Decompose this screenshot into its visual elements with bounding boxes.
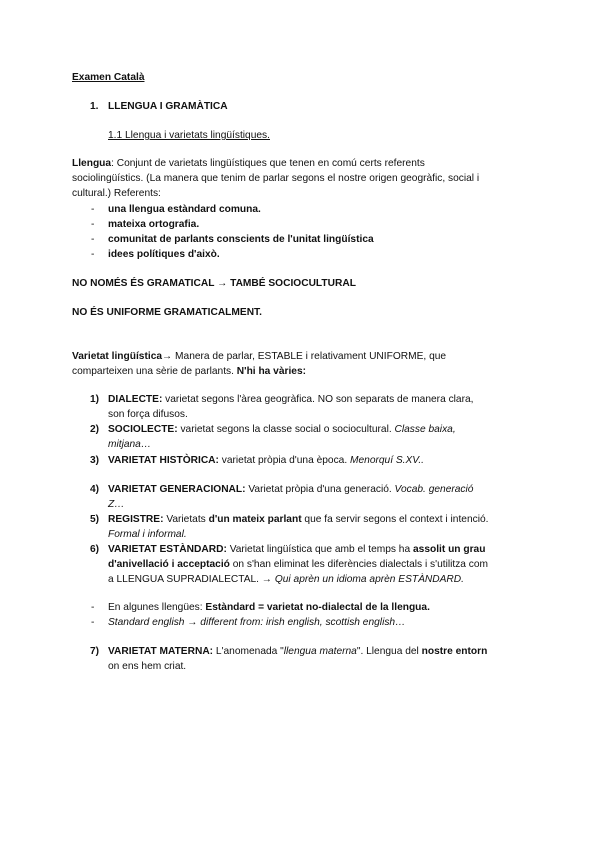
list-item-text: Varietat pròpia d'una generació.	[245, 484, 395, 495]
bullet-dash: -	[91, 249, 95, 260]
list-item-number: 7)	[90, 646, 100, 657]
list-item	[108, 484, 473, 495]
list-item-italic: Vocab. generació	[394, 484, 474, 495]
list-item-bold: d'anivellació i acceptació	[108, 559, 230, 570]
list-item-text: Varietat lingüística que amb el temps ha	[226, 544, 413, 555]
varietat-vaires: N'hi ha vàries:	[236, 366, 307, 377]
bullet-dash: -	[91, 617, 95, 628]
list-item-head: REGISTRE:	[108, 514, 164, 525]
list-item	[108, 424, 456, 435]
list-item-italic: Menorquí S.XV..	[350, 455, 424, 466]
list-item-number: 6)	[90, 544, 100, 555]
list-item-cont	[108, 559, 488, 570]
extra-line1	[108, 602, 430, 613]
list-item-italic: Qui aprèn un idioma aprèn ESTÀNDARD.	[274, 574, 464, 585]
extra-line2: Standard english → different from: irish english, scottish english…	[108, 617, 406, 628]
bullet-dash: -	[91, 219, 95, 230]
list-item-text: a LLENGUA SUPRADIALECTAL. →	[108, 574, 275, 585]
bullet-dash: -	[91, 204, 95, 215]
list-item-italic: Classe baixa,	[394, 424, 456, 435]
list-item	[108, 394, 473, 405]
list-item-text: varietat pròpia d'una època.	[218, 455, 350, 466]
list-item	[108, 514, 488, 525]
varietat-term: Varietat lingüística	[72, 351, 163, 362]
section-number: 1.	[90, 101, 99, 112]
extra-bold: Estàndard = varietat no-dialectal de la llengua.	[205, 602, 430, 613]
list-item-text: L'anomenada "	[213, 646, 284, 657]
list-item-number: 5)	[90, 514, 100, 525]
list-item-text: Varietats	[163, 514, 209, 525]
list-item-head: SOCIOLECTE:	[108, 424, 178, 435]
list-item-text2: ". Llengua del	[356, 646, 422, 657]
llengua-bullet: comunitat de parlants conscients de l'unitat lingüística	[108, 234, 374, 245]
list-item-bold: d'un mateix parlant	[208, 514, 302, 525]
llengua-definition-line2: sociolingüístics. (La manera que tenim de parlar segons el nostre origen geogràfic, social i	[72, 173, 480, 184]
list-item-bold: nostre entorn	[421, 646, 488, 657]
list-item-number: 2)	[90, 424, 100, 435]
list-item-head: VARIETAT HISTÒRICA:	[108, 455, 219, 466]
list-item-cont: Formal i informal.	[108, 529, 187, 540]
list-item-number: 3)	[90, 455, 100, 466]
list-item-italic: llengua materna	[283, 646, 357, 657]
list-item-head: DIALECTE:	[108, 394, 163, 405]
list-item-bold: assolit un grau	[412, 544, 486, 555]
list-item	[108, 544, 485, 555]
list-item-text: on s'han eliminat les diferències dialectals i s'utilitza com	[229, 559, 489, 570]
varietat-definition-line2	[72, 365, 306, 379]
llengua-definition-line1	[72, 157, 425, 171]
llengua-bullet: mateixa ortografia.	[108, 219, 200, 230]
list-item-number: 1)	[90, 394, 100, 405]
varietat-def-text2: comparteixen una sèrie de parlants.	[72, 366, 237, 377]
list-item	[108, 646, 487, 657]
llengua-bullet: idees polítiques d'això.	[108, 249, 220, 260]
statement-sociocultural: NO NOMÉS ÉS GRAMATICAL → TAMBÉ SOCIOCULTURAL	[72, 278, 356, 289]
list-item-cont: on ens hem criat.	[108, 661, 187, 672]
subsection-heading: 1.1 Llengua i varietats lingüístiques.	[108, 130, 270, 141]
bullet-dash: -	[91, 602, 95, 613]
document-title: Examen Català	[72, 72, 145, 83]
list-item-number: 4)	[90, 484, 100, 495]
list-item-text: varietat segons l'àrea geogràfica. NO son separats de manera clara,	[162, 394, 474, 405]
extra-text: En algunes llengües:	[108, 602, 206, 613]
list-item-text-after: que fa servir segons el context i intenció.	[301, 514, 489, 525]
list-item-head: VARIETAT GENERACIONAL:	[108, 484, 246, 495]
list-item-text: varietat segons la classe social o sociocultural.	[177, 424, 395, 435]
list-item-cont: mitjana…	[108, 439, 152, 450]
list-item	[108, 455, 424, 466]
varietat-definition-line1	[72, 350, 446, 364]
llengua-definition-line3: cultural.) Referents:	[72, 188, 161, 199]
list-item-cont: son força difusos.	[108, 409, 188, 420]
llengua-bullet: una llengua estàndard comuna.	[108, 204, 261, 215]
llengua-def-text1: : Conjunt de varietats lingüístiques que tenen en comú certs referents	[111, 158, 425, 169]
llengua-term: Llengua	[72, 158, 112, 169]
list-item-head: VARIETAT MATERNA:	[108, 646, 214, 657]
statement-uniforme: NO ÉS UNIFORME GRAMATICALMENT.	[72, 307, 262, 318]
section-heading: LLENGUA I GRAMÀTICA	[108, 101, 228, 112]
list-item-head: VARIETAT ESTÀNDARD:	[108, 544, 227, 555]
list-item-cont: Z…	[108, 499, 125, 510]
bullet-dash: -	[91, 234, 95, 245]
list-item-cont	[108, 574, 464, 585]
varietat-def-text: → Manera de parlar, ESTABLE i relativament UNIFORME, que	[162, 351, 447, 362]
